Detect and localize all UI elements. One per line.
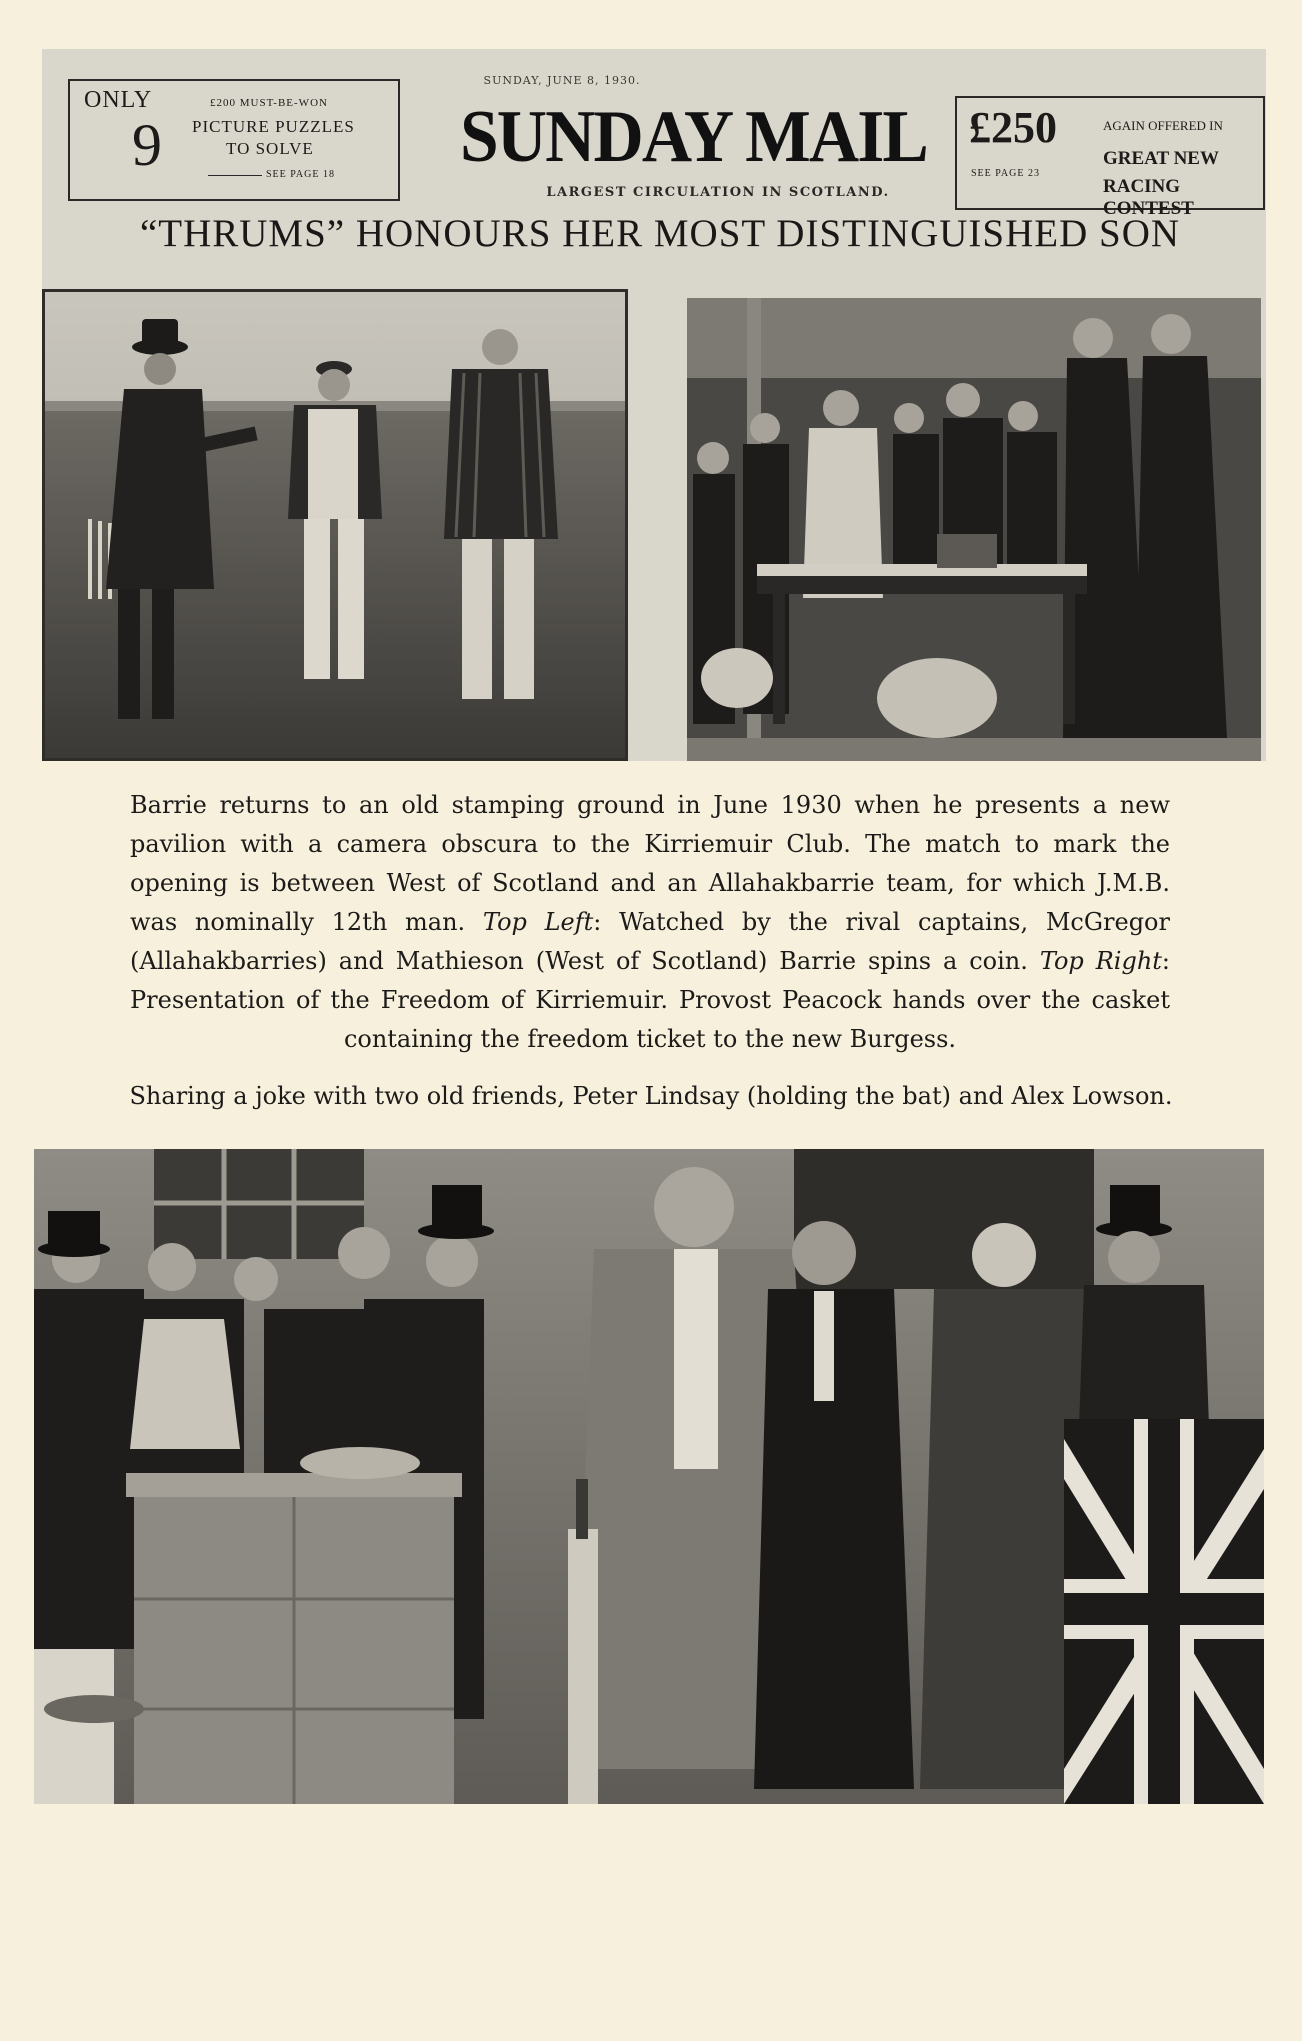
photo-coin-toss (42, 289, 628, 761)
ear-again-text: AGAIN OFFERED IN (1103, 118, 1223, 133)
ear-solve-text: TO SOLVE (226, 139, 314, 158)
left-ear-box (68, 79, 400, 201)
ear-see-page: SEE PAGE 18 (266, 169, 335, 180)
caption-part1: Barrie returns to an old stamping ground in June 1930 when he presents a new pavilion with a camera obscura to the Kirriemuir Club. The match to mark the opening is between West of Scotland and an Allahakbarrie team, for which J.M.B. was nominally 12th man. (130, 791, 1170, 936)
ear-only-text: ONLY (84, 87, 153, 113)
caption-top-left-label: Top Left (482, 908, 594, 936)
ear-number: 9 (132, 112, 162, 178)
photo-caption-bottom: Sharing a joke with two old friends, Peter Lindsay (holding the bat) and Alex Lowson. (129, 1082, 1173, 1110)
caption-part3: : Presentation of the Freedom of Kirriemuir. Provost Peacock hands over the casket containing the freedom ticket to the new Burgess. (130, 947, 1171, 1053)
ear-see-page-right: SEE PAGE 23 (971, 168, 1040, 179)
caption-top-right-label: Top Right (1039, 947, 1162, 975)
ear-great-text: GREAT NEW (1103, 148, 1219, 169)
photo-caption (130, 786, 1170, 1059)
newspaper-tagline: LARGEST CIRCULATION IN SCOTLAND. (546, 185, 890, 200)
newspaper-headline: “THRUMS” HONOURS HER MOST DISTINGUISHED SON (139, 212, 1181, 255)
newspaper-title: SUNDAY MAIL (460, 96, 927, 178)
dateline: SUNDAY, JUNE 8, 1930. (483, 74, 641, 87)
ear-prize-text: £200 MUST-BE-WON (210, 97, 328, 109)
newspaper-masthead (42, 49, 1266, 279)
caption-part2: : Watched by the rival captains, McGregor (Allahakbarries) and Mathieson (West of Scotland) Barrie spins a coin. (130, 908, 1170, 975)
ear-racing-text: RACING CONTEST (1103, 176, 1194, 219)
ear-rule (208, 175, 262, 176)
photo-freedom-presentation (687, 298, 1261, 761)
ear-puzzles-text: PICTURE PUZZLES (192, 117, 355, 136)
ear-price: £250 (969, 103, 1057, 152)
right-ear-box (955, 96, 1265, 219)
newspaper-clipping (42, 49, 1266, 761)
photo-sharing-joke (34, 1149, 1264, 1804)
